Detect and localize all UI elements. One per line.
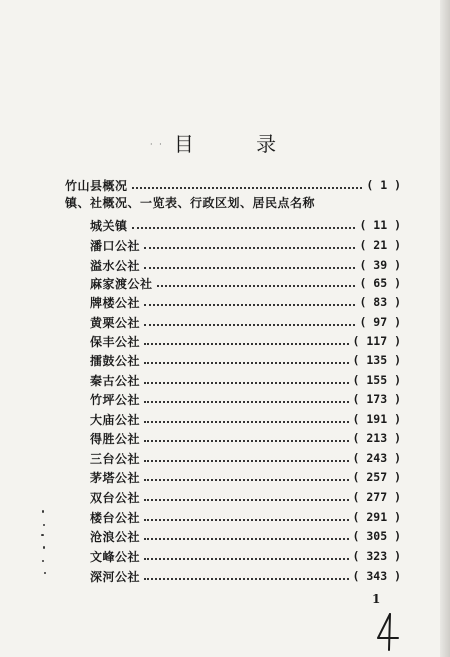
- toc-entry-label: 黄栗公社: [90, 315, 141, 330]
- toc-entry-page: ( 277 ): [352, 490, 401, 504]
- toc-entry-page: ( 1 ): [366, 178, 401, 192]
- toc-entry-label: 秦古公社: [90, 373, 141, 388]
- toc-entry: [90, 428, 401, 448]
- toc-entry: [90, 409, 401, 429]
- toc-entry-label: 文峰公社: [90, 549, 141, 564]
- toc-entry-page: ( 243 ): [352, 451, 401, 465]
- toc-entry: [90, 235, 401, 255]
- toc-entry: [90, 273, 401, 293]
- dot-leader: [144, 538, 349, 540]
- dot-leader: [144, 440, 349, 442]
- toc-entry-page: ( 65 ): [359, 276, 401, 290]
- toc-entry-page: ( 305 ): [352, 529, 401, 543]
- page-number: 1: [372, 592, 381, 606]
- toc-entry: [90, 292, 401, 312]
- dot-leader: [144, 401, 349, 403]
- toc-entry: [90, 331, 401, 351]
- toc-entry-label: 深河公社: [90, 569, 141, 584]
- dot-leader: [144, 324, 355, 326]
- dot-leader: [144, 382, 349, 384]
- toc-entry-page: ( 21 ): [359, 238, 401, 252]
- toc-entry-page: ( 173 ): [352, 392, 401, 406]
- toc-entry-page: ( 291 ): [352, 510, 401, 524]
- toc-entry-page: ( 97 ): [359, 315, 401, 329]
- dot-leader: [144, 519, 349, 521]
- page-title: 目 录: [173, 132, 305, 156]
- toc-entry-label: 擂鼓公社: [90, 353, 141, 368]
- dot-leader: [144, 558, 349, 560]
- section-heading: 镇、社概况、一览表、行政区划、居民点名称: [65, 196, 316, 210]
- toc-entry: [90, 312, 401, 332]
- dot-leader: [144, 362, 349, 364]
- toc-entry: [90, 215, 401, 235]
- toc-entry: [90, 487, 401, 507]
- toc-entry: [90, 566, 401, 586]
- scan-specks: [30, 510, 50, 590]
- toc-entry: [90, 526, 401, 546]
- toc-entry-label: 麻家渡公社: [90, 276, 153, 291]
- toc-entry-label: 双台公社: [90, 490, 141, 505]
- toc-entry: [90, 350, 401, 370]
- toc-entry-label: 潘口公社: [90, 238, 141, 253]
- dot-leader: [132, 187, 363, 189]
- toc-entry: [65, 175, 401, 195]
- toc-entry-label: 城关镇: [90, 218, 128, 233]
- dot-leader: [144, 578, 349, 580]
- toc-entry-label: 竹坪公社: [90, 392, 141, 407]
- toc-entry: [90, 255, 401, 275]
- toc-entry-label: 得胜公社: [90, 431, 141, 446]
- toc-entry: [90, 389, 401, 409]
- dot-leader: [132, 227, 356, 229]
- handwritten-number-mark: [372, 612, 402, 652]
- toc-entry-label: 楼台公社: [90, 510, 141, 525]
- dot-leader: [157, 285, 356, 287]
- dot-leader: [144, 479, 349, 481]
- toc-entry-label: 保丰公社: [90, 334, 141, 349]
- dot-leader: [144, 343, 349, 345]
- toc-entry-page: ( 257 ): [352, 470, 401, 484]
- dot-leader: [144, 460, 349, 462]
- dot-leader: [144, 267, 355, 269]
- toc-entry-label: 牌楼公社: [90, 295, 141, 310]
- toc-entry: [90, 546, 401, 566]
- toc-entry-page: ( 343 ): [352, 569, 401, 583]
- toc-entry: [90, 467, 401, 487]
- toc-entry-page: ( 155 ): [352, 373, 401, 387]
- toc-entry-page: ( 135 ): [352, 353, 401, 367]
- toc-entry-page: ( 11 ): [359, 218, 401, 232]
- toc-entry-label: 竹山县概况: [65, 178, 128, 193]
- page-edge: [440, 0, 450, 657]
- toc-entry-label: 大庙公社: [90, 412, 141, 427]
- dot-leader: [144, 247, 355, 249]
- toc-entry-label: 溢水公社: [90, 258, 141, 273]
- toc-entry-page: ( 323 ): [352, 549, 401, 563]
- dot-leader: [144, 304, 355, 306]
- dot-leader: [144, 499, 349, 501]
- toc-entry: [90, 448, 401, 468]
- dot-leader: [144, 421, 349, 423]
- toc-entry-page: ( 191 ): [352, 412, 401, 426]
- toc-entry-page: ( 213 ): [352, 431, 401, 445]
- title-dots: · ·: [150, 140, 164, 149]
- toc-entry: [90, 507, 401, 527]
- toc-entry-page: ( 117 ): [352, 334, 401, 348]
- toc-entry-page: ( 39 ): [359, 258, 401, 272]
- toc-entry-label: 沧浪公社: [90, 529, 141, 544]
- toc-entry-label: 茅塔公社: [90, 470, 141, 485]
- toc-entry: [90, 370, 401, 390]
- toc-entry-page: ( 83 ): [359, 295, 401, 309]
- toc-entry-label: 三台公社: [90, 451, 141, 466]
